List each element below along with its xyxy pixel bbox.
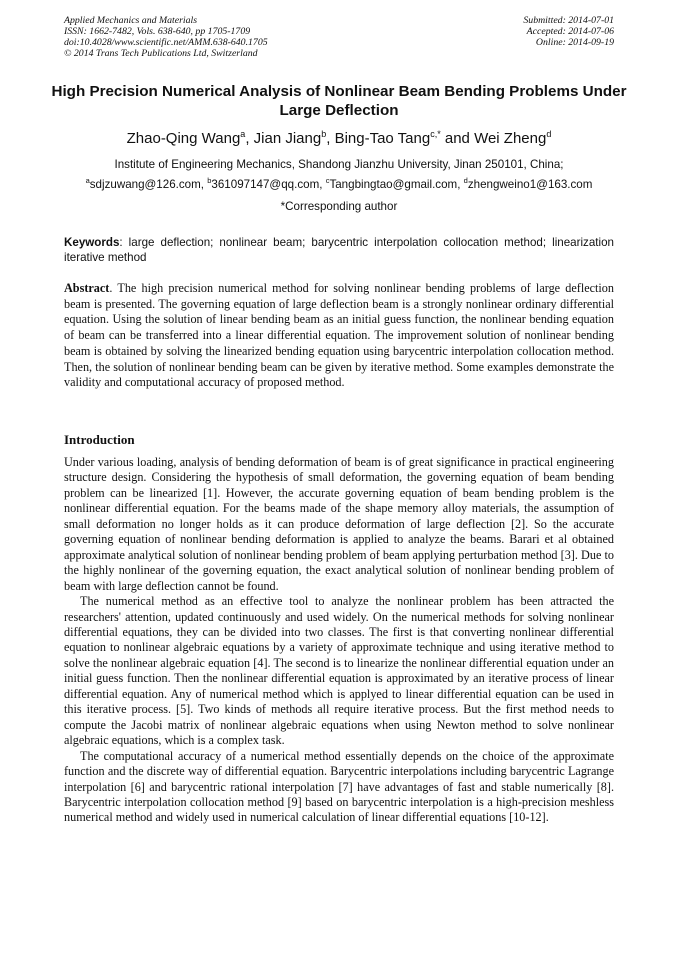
- paragraph: Under various loading, analysis of bending deformation of beam is of great significance in practical engineering structure design. Considering the hypothesis of small deformation, the governing equation of beam bending problem can be linearized [1]. However, the accurate governing equation of beam bending problem is the nonlinear differential equation. For the beams made of the shape memory alloy materials, the assumption of small deformation no longer holds as it can produce deformation of large deflection [2]. So the accurate governing equation of nonlinear bending deformation is applied to analyze the beams. Barari et al obtained approximate analytical solution of nonlinear bending problem of beam applying perturbation method [3]. Due to the highly nonlinear of the governing equation, the exact analytical solution of nonlinear bending problem of beam with large deflection cannot be found.: [64, 455, 614, 593]
- email-superscript: d: [463, 176, 468, 185]
- affiliation: Institute of Engineering Mechanics, Shandong Jianzhu University, Jinan 250101, China;: [114, 158, 564, 171]
- paragraph: The computational accuracy of a numerical method essentially depends on the choice of the approximate function and the discrete way of differential equation. Barycentric interpolations including barycentric Lagrange interpolation [6] and barycentric rational interpolation [7] have advantages of fast and stable numerically [8]. Barycentric interpolation collocation method [9] based on barycentric interpolation is a high-precision meshless numerical method and widely used in numerical calculation of linear differential equations [10-12].: [64, 748, 614, 825]
- author-separator: and: [440, 130, 475, 147]
- email-separator: ,: [319, 178, 326, 191]
- author-name: Bing-Tao Tang: [334, 130, 431, 147]
- online-date: Online: 2014-09-19: [535, 37, 614, 48]
- author-separator: ,: [245, 130, 254, 147]
- author-superscript: c,*: [430, 129, 441, 139]
- email-superscript: c: [325, 176, 330, 185]
- copyright-line: © 2014 Trans Tech Publications Ltd, Switzerland: [64, 48, 258, 59]
- keywords-block: [64, 235, 614, 265]
- paragraph: The numerical method as an effective tool to analyze the nonlinear problem has been attracted the researchers' attention, updated continuously and used widely. On the numerical methods for solving nonlinear differential equations, they can be divided into two classes. The first is that converting nonlinear differential equation to nonlinear algebraic equations by a variety of approximate technique and using iterative method to solve the nonlinear algebraic equation [4]. The second is to linearize the nonlinear differential equation under an initial guess function. Then the nonlinear differential equation is approximated by an iterative process of linear differential equation. Any of numerical method which is applyed to linear differential equation can be used in this iterative process. [5]. Two kinds of methods all require iterative process. But the first method needs to compute the Jacobi matrix of nonlinear algebraic equations when using Newton method to solve nonlinear algebraic equations, which is a complex task.: [64, 594, 614, 748]
- keywords-label: Keywords: [64, 236, 120, 249]
- paper-title: High Precision Numerical Analysis of Nonlinear Beam Bending Problems Under Large Deflection: [51, 83, 627, 119]
- accepted-date: Accepted: 2014-07-06: [526, 26, 614, 37]
- journal-name: Applied Mechanics and Materials: [64, 15, 198, 26]
- journal-header: [64, 15, 268, 59]
- email-separator: ,: [200, 178, 208, 191]
- keywords-text: : large deflection; nonlinear beam; barycentric interpolation collocation method; linearization iterative method: [64, 236, 614, 264]
- author-list: [20, 130, 658, 148]
- author-superscript: d: [546, 129, 552, 139]
- author-name: Jian Jiang: [253, 130, 322, 147]
- author-superscript: a: [240, 129, 246, 139]
- email-address[interactable]: 361097147@qq.com: [211, 178, 320, 191]
- email-address[interactable]: sdjzuwang@126.com: [89, 178, 201, 191]
- doi-line[interactable]: doi:10.4028/www.scientific.net/AMM.638-640.1705: [64, 37, 268, 48]
- email-list: [20, 178, 658, 192]
- author-separator: ,: [326, 130, 335, 147]
- corresponding-author-note: *Corresponding author: [280, 200, 398, 213]
- abstract-text: . The high precision numerical method for solving nonlinear bending problems of large deflection beam is presented. The governing equation of large deflection beam is a strongly nonlinear ordinary differential equation. Using the solution of linear bending beam as an initial guess function, the nonlinear bending equation of beam can be transferred into a linear differential equation. The improvement solution of nonlinear bending beam is obtained by solving the linearized bending equation using barycentric interpolation collocation method. Then, the solution of nonlinear bending beam can be given by iterative method. Some examples demonstrate the validity and computational accuracy of proposed method.: [64, 281, 614, 390]
- issn-line: ISSN: 1662-7482, Vols. 638-640, pp 1705-1709: [64, 26, 251, 37]
- abstract-block: [64, 281, 614, 391]
- author-name: Zhao-Qing Wang: [126, 130, 241, 147]
- author-name: Wei Zheng: [474, 130, 547, 147]
- email-superscript: b: [207, 176, 212, 185]
- section-heading-introduction: Introduction: [64, 432, 135, 447]
- submitted-date: Submitted: 2014-07-01: [523, 15, 614, 26]
- author-superscript: b: [321, 129, 327, 139]
- email-address[interactable]: Tangbingtao@gmail.com: [329, 178, 458, 191]
- email-superscript: a: [85, 176, 90, 185]
- abstract-label: Abstract: [64, 281, 110, 295]
- email-address[interactable]: zhengweino1@163.com: [467, 178, 593, 191]
- email-separator: ,: [457, 178, 464, 191]
- introduction-body: [64, 455, 614, 826]
- dates-header: [523, 15, 614, 48]
